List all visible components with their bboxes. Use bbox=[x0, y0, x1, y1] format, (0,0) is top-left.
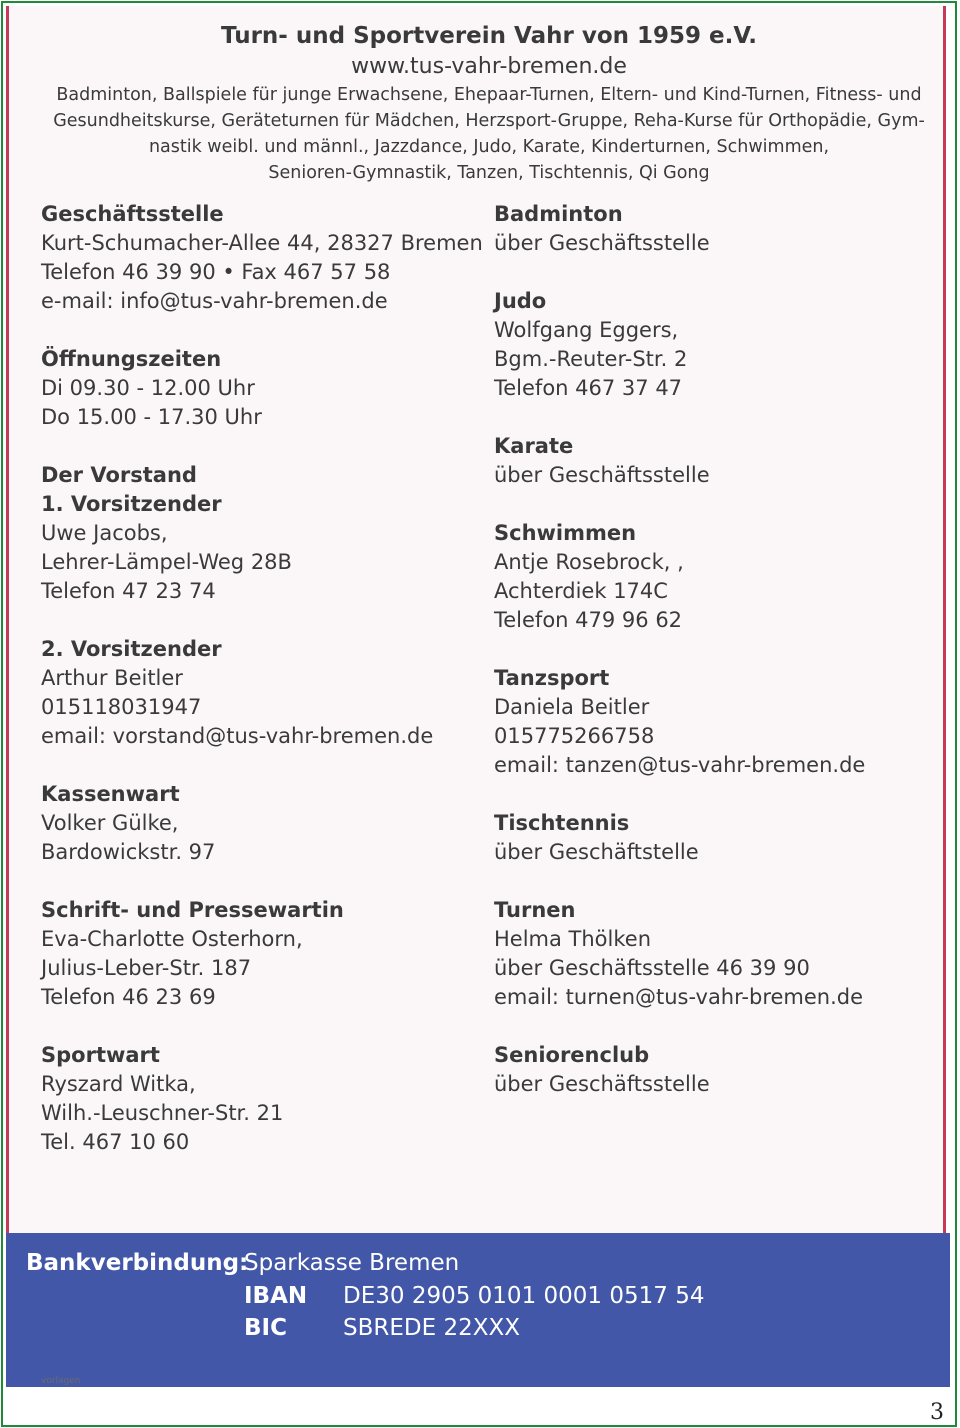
section-heading: Schwimmen bbox=[494, 521, 637, 545]
section-vorstand bbox=[41, 461, 481, 606]
section-line: Tel. 467 10 60 bbox=[41, 1130, 190, 1154]
iban-value: DE30 2905 0101 0001 0517 54 bbox=[343, 1283, 705, 1309]
section-line: über Geschäftsstelle bbox=[494, 463, 710, 487]
section-line: über Geschäftsstelle bbox=[494, 1072, 710, 1096]
section-line: Telefon 46 23 69 bbox=[41, 985, 216, 1009]
section-line: Bgm.-Reuter-Str. 2 bbox=[494, 347, 688, 371]
description-line: Badminton, Ballspiele für junge Erwachsene, Ehepaar-Turnen, Eltern- und Kind-Turnen, Fitness- und bbox=[56, 85, 922, 105]
section-line: Antje Rosebrock, , bbox=[494, 550, 684, 574]
section-heading: Kassenwart bbox=[41, 782, 180, 806]
section-heading: Seniorenclub bbox=[494, 1043, 650, 1067]
section-line: Wilh.-Leuschner-Str. 21 bbox=[41, 1101, 284, 1125]
club-header bbox=[29, 20, 949, 186]
bic-label: BIC bbox=[244, 1315, 287, 1341]
section-tischtennis bbox=[494, 809, 934, 867]
section-line: über Geschäftsstelle bbox=[494, 231, 710, 255]
section-line: Julius-Leber-Str. 187 bbox=[41, 956, 252, 980]
section-heading: Tischtennis bbox=[494, 811, 630, 835]
description-line: Gesundheitskurse, Geräteturnen für Mädchen, Herzsport-Gruppe, Reha-Kurse für Orthopädie, Gym- bbox=[53, 111, 925, 131]
section-line: Di 09.30 - 12.00 Uhr bbox=[41, 376, 255, 400]
section-line: Achterdiek 174C bbox=[494, 579, 668, 603]
bank-label: Bankverbindung: bbox=[26, 1250, 249, 1276]
bank-details-band bbox=[6, 1233, 950, 1387]
club-title: Turn- und Sportverein Vahr von 1959 e.V. bbox=[221, 23, 757, 49]
section-heading: Karate bbox=[494, 434, 574, 458]
section-line: email: vorstand@tus-vahr-bremen.de bbox=[41, 724, 434, 748]
section-pressewartin bbox=[41, 896, 481, 1012]
club-website: www.tus-vahr-bremen.de bbox=[351, 54, 627, 79]
section-line: Do 15.00 - 17.30 Uhr bbox=[41, 405, 262, 429]
section-line: email: turnen@tus-vahr-bremen.de bbox=[494, 985, 864, 1009]
section-sportwart bbox=[41, 1041, 481, 1157]
section-line: Telefon 479 96 62 bbox=[494, 608, 683, 632]
section-line: Arthur Beitler bbox=[41, 666, 183, 690]
section-judo bbox=[494, 287, 934, 403]
section-line: Uwe Jacobs, bbox=[41, 521, 168, 545]
section-line: 015775266758 bbox=[494, 724, 655, 748]
section-heading: Turnen bbox=[494, 898, 576, 922]
bic-value: SBREDE 22XXX bbox=[343, 1315, 520, 1341]
section-heading: Badminton bbox=[494, 202, 623, 226]
section-badminton bbox=[494, 200, 934, 258]
left-column bbox=[41, 200, 481, 1186]
section-line: über Geschäftstelle bbox=[494, 840, 699, 864]
section-heading: Schrift- und Pressewartin bbox=[41, 898, 344, 922]
section-heading: Öffnungszeiten bbox=[41, 347, 222, 371]
section-seniorenclub bbox=[494, 1041, 934, 1099]
section-line: Bardowickstr. 97 bbox=[41, 840, 216, 864]
bank-name: Sparkasse Bremen bbox=[244, 1250, 460, 1276]
section-line: 015118031947 bbox=[41, 695, 202, 719]
section-line: Telefon 467 37 47 bbox=[494, 376, 683, 400]
section-line: Kurt-Schumacher-Allee 44, 28327 Bremen bbox=[41, 231, 483, 255]
right-column bbox=[494, 200, 934, 1128]
section-turnen bbox=[494, 896, 934, 1012]
section-kassenwart bbox=[41, 780, 481, 867]
section-line: über Geschäftsstelle 46 39 90 bbox=[494, 956, 810, 980]
sports-description bbox=[29, 82, 949, 186]
section-heading: Der Vorstand bbox=[41, 463, 197, 487]
section-oeffnungszeiten bbox=[41, 345, 481, 432]
section-line: Ryszard Witka, bbox=[41, 1072, 196, 1096]
section-line: Telefon 46 39 90 • Fax 467 57 58 bbox=[41, 260, 391, 284]
section-heading: Geschäftsstelle bbox=[41, 202, 224, 226]
section-heading: 2. Vorsitzender bbox=[41, 637, 222, 661]
description-line: nastik weibl. und männl., Jazzdance, Judo, Karate, Kinderturnen, Schwimmen, bbox=[148, 137, 830, 157]
section-line: Wolfgang Eggers, bbox=[494, 318, 679, 342]
section-heading: Tanzsport bbox=[494, 666, 610, 690]
section-2-vorsitzender bbox=[41, 635, 481, 751]
section-tanzsport bbox=[494, 664, 934, 780]
section-line: Volker Gülke, bbox=[41, 811, 179, 835]
section-schwimmen bbox=[494, 519, 934, 635]
page-number: 3 bbox=[930, 1400, 944, 1425]
section-line: Lehrer-Lämpel-Weg 28B bbox=[41, 550, 292, 574]
section-line: Helma Thölken bbox=[494, 927, 652, 951]
section-karate bbox=[494, 432, 934, 490]
section-line: Eva-Charlotte Osterhorn, bbox=[41, 927, 303, 951]
section-line: e-mail: info@tus-vahr-bremen.de bbox=[41, 289, 388, 313]
section-heading: Sportwart bbox=[41, 1043, 160, 1067]
section-geschaeftsstelle bbox=[41, 200, 481, 316]
section-heading: Judo bbox=[494, 289, 547, 313]
iban-label: IBAN bbox=[244, 1283, 308, 1309]
section-subheading: 1. Vorsitzender bbox=[41, 492, 222, 516]
section-line: Daniela Beitler bbox=[494, 695, 650, 719]
section-line: email: tanzen@tus-vahr-bremen.de bbox=[494, 753, 866, 777]
watermark-text: vorlagen bbox=[41, 1376, 81, 1386]
description-line: Senioren-Gymnastik, Tanzen, Tischtennis, Qi Gong bbox=[268, 163, 710, 183]
section-line: Telefon 47 23 74 bbox=[41, 579, 216, 603]
